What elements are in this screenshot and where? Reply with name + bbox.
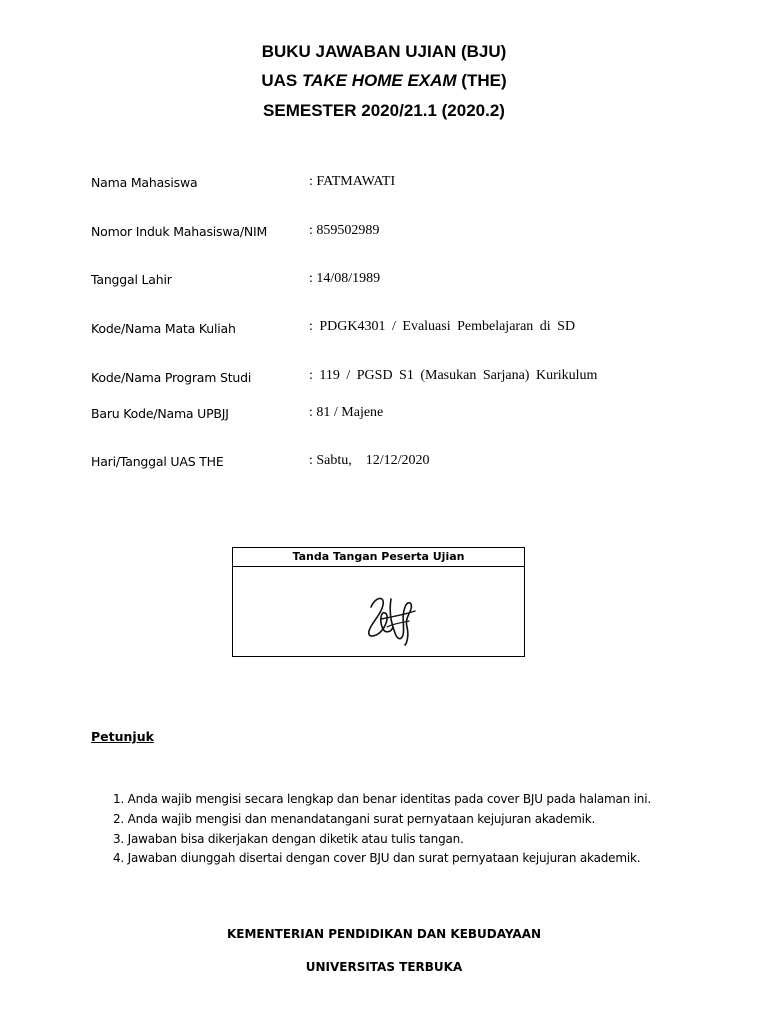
value-nama-mahasiswa: : FATMAWATI [309,174,396,189]
list-item: 3. Jawaban bisa dikerjakan dengan diketik atau tulis tangan. [113,831,464,846]
document-subtitle [0,71,768,91]
signature-box [232,547,525,657]
value-nim: : 859502989 [309,223,380,238]
value-mata-kuliah: : PDGK4301 / Evaluasi Pembelajaran di SD [309,319,576,334]
handwritten-signature [361,593,417,647]
label-hari-tanggal: Hari/Tanggal UAS THE [91,454,224,469]
subtitle-suffix: (THE) [456,71,507,90]
label-nim: Nomor Induk Mahasiswa/NIM [91,224,268,239]
signature-box-header: Tanda Tangan Peserta Ujian [233,548,524,567]
subtitle-prefix: UAS [261,71,302,90]
signature-area [233,567,524,657]
value-program-studi: : 119 / PGSD S1 (Masukan Sarjana) Kurikulum [309,368,598,383]
semester-line: SEMESTER 2020/21.1 (2020.2) [263,101,505,120]
label-tanggal-lahir: Tanggal Lahir [91,272,172,287]
value-tanggal-lahir: : 14/08/1989 [309,271,381,286]
subtitle-italic: TAKE HOME EXAM [302,71,457,90]
label-mata-kuliah: Kode/Nama Mata Kuliah [91,321,236,336]
label-upbjj: Baru Kode/Nama UPBJJ [91,406,229,421]
label-program-studi: Kode/Nama Program Studi [91,370,252,385]
list-item: 1. Anda wajib mengisi secara lengkap dan benar identitas pada cover BJU pada halaman ini. [113,792,651,806]
ministry-name: KEMENTERIAN PENDIDIKAN DAN KEBUDAYAAN [226,927,542,941]
list-item: 2. Anda wajib mengisi dan menandatangani surat pernyataan kejujuran akademik. [113,811,596,826]
label-nama-mahasiswa: Nama Mahasiswa [91,175,198,190]
list-item: 4. Jawaban diunggah disertai dengan cover BJU dan surat pernyataan kejujuran akademik. [113,851,641,866]
value-upbjj: : 81 / Majene [309,405,384,420]
instructions-list [113,790,651,869]
university-name: UNIVERSITAS TERBUKA [305,960,463,974]
value-hari-tanggal: : Sabtu, 12/12/2020 [309,453,430,468]
document-title: BUKU JAWABAN UJIAN (BJU) [261,42,507,61]
instructions-heading: Petunjuk [91,729,154,744]
